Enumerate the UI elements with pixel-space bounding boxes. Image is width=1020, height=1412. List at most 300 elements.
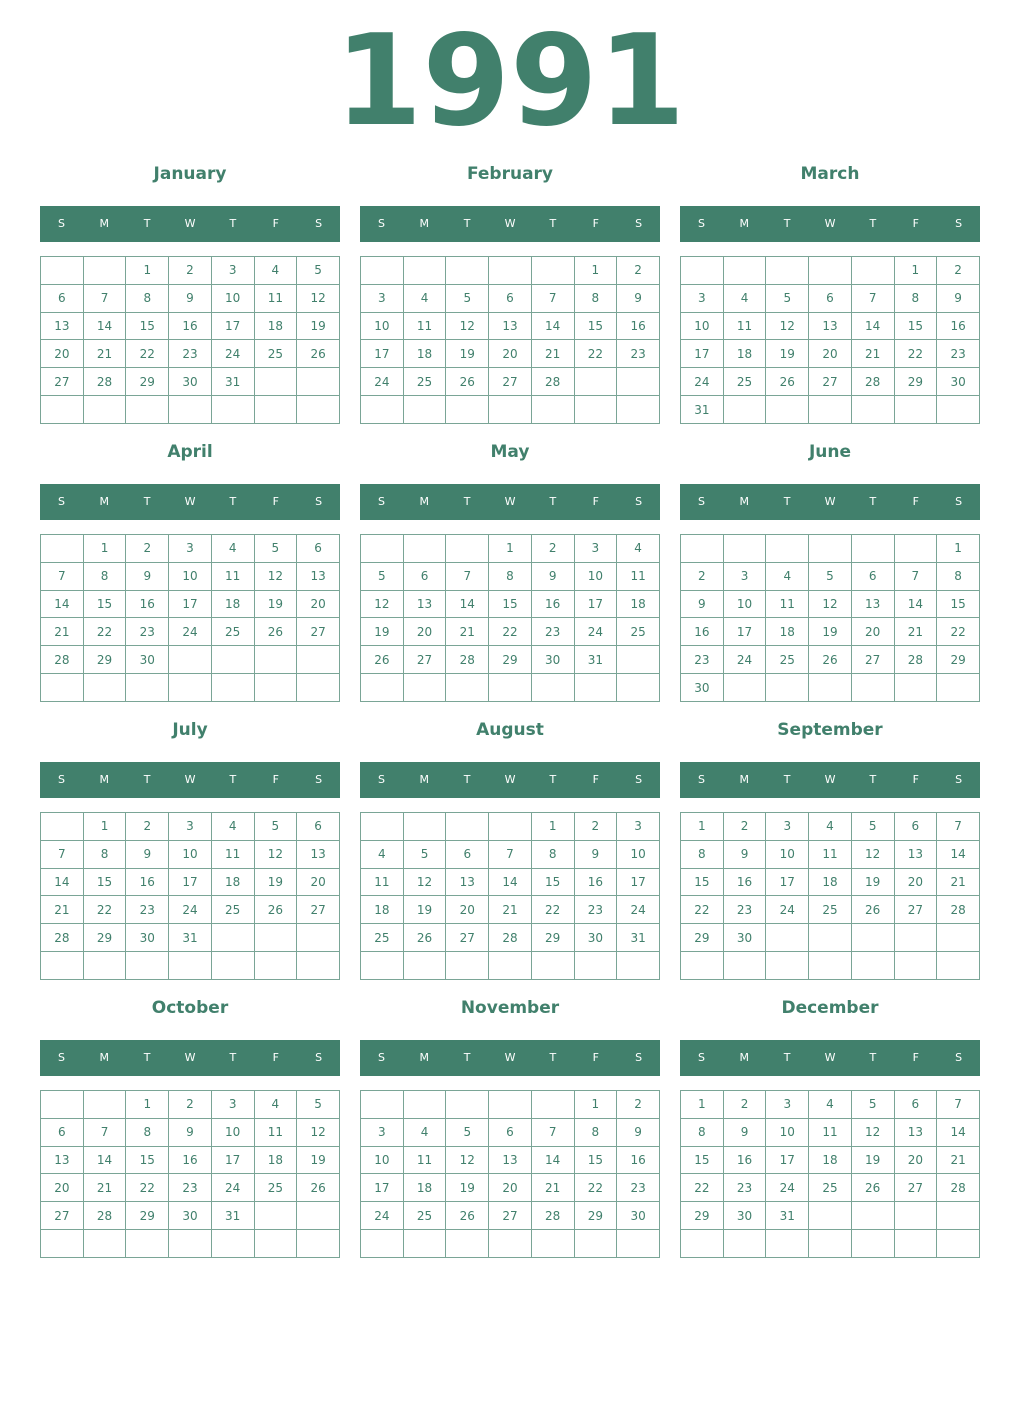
week-row xyxy=(361,1146,660,1174)
weekday-label: F xyxy=(912,773,919,786)
weekday-label: T xyxy=(463,217,471,230)
day-cell: 9 xyxy=(531,562,574,590)
day-cell: 27 xyxy=(41,368,84,396)
weekday-label: T xyxy=(783,773,791,786)
day-cell: 16 xyxy=(126,590,169,618)
week-row xyxy=(681,1174,980,1202)
day-cell: 22 xyxy=(681,896,724,924)
month-name: September xyxy=(777,720,883,740)
day-cell: 29 xyxy=(574,1202,617,1230)
weekday-label: S xyxy=(697,495,705,508)
day-cell: 8 xyxy=(937,562,980,590)
day-cell: 28 xyxy=(41,924,84,952)
day-cell: 5 xyxy=(851,1091,894,1119)
weekday-label: T xyxy=(549,217,557,230)
empty-day-cell xyxy=(937,1202,980,1230)
day-cell: 29 xyxy=(83,646,126,674)
weekday-label: S xyxy=(635,1051,643,1064)
empty-day-cell xyxy=(403,813,446,841)
empty-day-cell xyxy=(894,952,937,980)
day-cell: 20 xyxy=(446,896,489,924)
day-cell: 7 xyxy=(41,840,84,868)
day-cell: 19 xyxy=(851,868,894,896)
day-cell: 10 xyxy=(211,284,254,312)
week-row xyxy=(41,924,340,952)
day-cell: 12 xyxy=(403,868,446,896)
day-cell: 7 xyxy=(851,284,894,312)
week-row xyxy=(361,257,660,285)
day-cell: 16 xyxy=(169,312,212,340)
empty-day-cell xyxy=(254,396,297,424)
empty-day-cell xyxy=(403,535,446,563)
day-cell: 30 xyxy=(937,368,980,396)
day-cell: 18 xyxy=(254,312,297,340)
week-row xyxy=(41,312,340,340)
weekday-header xyxy=(360,1040,660,1076)
weekday-label: W xyxy=(504,495,516,508)
day-cell: 16 xyxy=(937,312,980,340)
month-name: January xyxy=(153,164,227,184)
week-row xyxy=(681,340,980,368)
empty-day-cell xyxy=(531,674,574,702)
day-cell: 13 xyxy=(894,1118,937,1146)
weekday-label: W xyxy=(824,773,836,786)
day-cell: 25 xyxy=(254,1174,297,1202)
day-cell: 29 xyxy=(937,646,980,674)
day-cell: 17 xyxy=(766,1146,809,1174)
day-cell: 19 xyxy=(254,590,297,618)
day-cell: 1 xyxy=(531,813,574,841)
weekday-label: T xyxy=(463,495,471,508)
day-cell: 11 xyxy=(254,284,297,312)
empty-day-cell xyxy=(851,952,894,980)
day-cell: 16 xyxy=(574,868,617,896)
day-cell: 4 xyxy=(211,535,254,563)
day-cell: 16 xyxy=(617,312,660,340)
empty-day-cell xyxy=(297,646,340,674)
day-cell: 13 xyxy=(489,312,532,340)
day-cell: 23 xyxy=(574,896,617,924)
day-cell: 8 xyxy=(126,284,169,312)
empty-day-cell xyxy=(169,952,212,980)
day-cell: 27 xyxy=(809,368,852,396)
day-cell: 1 xyxy=(574,1091,617,1119)
day-cell: 19 xyxy=(851,1146,894,1174)
day-cell: 23 xyxy=(617,340,660,368)
day-cell: 30 xyxy=(617,1202,660,1230)
day-cell: 8 xyxy=(531,840,574,868)
day-cell: 17 xyxy=(766,868,809,896)
empty-day-cell xyxy=(489,396,532,424)
day-cell: 21 xyxy=(937,1146,980,1174)
day-cell: 3 xyxy=(211,257,254,285)
day-cell: 31 xyxy=(211,368,254,396)
day-cell: 1 xyxy=(83,813,126,841)
weekday-header xyxy=(360,484,660,520)
day-cell: 25 xyxy=(809,1174,852,1202)
day-cell: 12 xyxy=(254,562,297,590)
day-cell: 24 xyxy=(211,1174,254,1202)
day-cell: 4 xyxy=(254,257,297,285)
weekday-label: S xyxy=(315,217,323,230)
empty-day-cell xyxy=(766,952,809,980)
day-cell: 7 xyxy=(41,562,84,590)
week-row xyxy=(361,646,660,674)
day-cell: 24 xyxy=(169,896,212,924)
day-cell: 26 xyxy=(446,1202,489,1230)
empty-day-cell xyxy=(254,674,297,702)
day-cell: 23 xyxy=(723,896,766,924)
week-row xyxy=(681,924,980,952)
day-cell: 10 xyxy=(766,840,809,868)
weekday-label: F xyxy=(592,217,599,230)
day-cell: 7 xyxy=(531,284,574,312)
day-cell: 25 xyxy=(766,646,809,674)
weekday-label: F xyxy=(272,773,279,786)
empty-day-cell xyxy=(297,396,340,424)
day-cell: 10 xyxy=(766,1118,809,1146)
day-cell: 23 xyxy=(126,896,169,924)
week-row xyxy=(41,674,340,702)
month-name: November xyxy=(460,998,560,1018)
day-cell: 30 xyxy=(574,924,617,952)
empty-day-cell xyxy=(297,952,340,980)
weekday-label: F xyxy=(592,495,599,508)
weekday-label: M xyxy=(739,217,750,230)
day-cell: 21 xyxy=(83,1174,126,1202)
day-cell: 18 xyxy=(809,1146,852,1174)
day-cell: 3 xyxy=(361,284,404,312)
empty-day-cell xyxy=(211,674,254,702)
day-cell: 3 xyxy=(169,535,212,563)
empty-day-cell xyxy=(766,535,809,563)
empty-day-cell xyxy=(723,535,766,563)
day-cell: 21 xyxy=(851,340,894,368)
day-cell: 13 xyxy=(41,312,84,340)
day-cell: 31 xyxy=(169,924,212,952)
month-name: October xyxy=(151,998,229,1018)
day-cell: 12 xyxy=(809,590,852,618)
day-cell: 24 xyxy=(766,1174,809,1202)
day-cell: 20 xyxy=(894,868,937,896)
day-cell: 6 xyxy=(297,535,340,563)
weekday-label: T xyxy=(869,1051,877,1064)
day-cell: 11 xyxy=(766,590,809,618)
empty-day-cell xyxy=(766,396,809,424)
weekday-label: T xyxy=(783,1051,791,1064)
day-cell: 9 xyxy=(169,1118,212,1146)
day-cell: 8 xyxy=(574,1118,617,1146)
empty-day-cell xyxy=(446,1091,489,1119)
month-name: April xyxy=(167,442,213,462)
day-cell: 22 xyxy=(126,1174,169,1202)
day-cell: 8 xyxy=(894,284,937,312)
weekday-label: T xyxy=(143,773,151,786)
week-row xyxy=(681,868,980,896)
day-cell: 22 xyxy=(937,618,980,646)
empty-day-cell xyxy=(489,952,532,980)
day-cell: 2 xyxy=(126,813,169,841)
day-cell: 21 xyxy=(531,1174,574,1202)
week-row xyxy=(41,535,340,563)
weekday-label: T xyxy=(549,773,557,786)
empty-day-cell xyxy=(809,1230,852,1258)
day-cell: 11 xyxy=(403,1146,446,1174)
day-cell: 19 xyxy=(297,312,340,340)
day-cell: 18 xyxy=(766,618,809,646)
day-cell: 28 xyxy=(446,646,489,674)
empty-day-cell xyxy=(574,1230,617,1258)
day-cell: 3 xyxy=(169,813,212,841)
empty-day-cell xyxy=(361,257,404,285)
day-cell: 23 xyxy=(169,1174,212,1202)
day-cell: 25 xyxy=(403,368,446,396)
empty-day-cell xyxy=(83,257,126,285)
day-cell: 15 xyxy=(937,590,980,618)
weekday-header xyxy=(680,206,980,242)
day-cell: 20 xyxy=(489,340,532,368)
weekday-label: M xyxy=(99,1051,110,1064)
week-row xyxy=(361,535,660,563)
month-name: March xyxy=(800,164,860,184)
day-cell: 19 xyxy=(766,340,809,368)
empty-day-cell xyxy=(617,674,660,702)
day-cell: 28 xyxy=(489,924,532,952)
week-row xyxy=(41,646,340,674)
week-row xyxy=(681,618,980,646)
weekday-label: T xyxy=(783,495,791,508)
week-row xyxy=(681,674,980,702)
day-cell: 24 xyxy=(681,368,724,396)
empty-day-cell xyxy=(211,952,254,980)
day-cell: 14 xyxy=(446,590,489,618)
day-cell: 7 xyxy=(937,1091,980,1119)
day-cell: 30 xyxy=(169,368,212,396)
week-row xyxy=(361,1230,660,1258)
week-row xyxy=(681,952,980,980)
weekday-header xyxy=(680,484,980,520)
day-cell: 9 xyxy=(937,284,980,312)
day-cell: 13 xyxy=(894,840,937,868)
day-cell: 9 xyxy=(126,840,169,868)
day-cell: 22 xyxy=(574,340,617,368)
empty-day-cell xyxy=(446,396,489,424)
day-cell: 28 xyxy=(531,1202,574,1230)
day-cell: 20 xyxy=(41,340,84,368)
day-cell: 19 xyxy=(446,1174,489,1202)
week-row xyxy=(361,1174,660,1202)
day-grid xyxy=(680,1090,980,1258)
empty-day-cell xyxy=(446,1230,489,1258)
day-cell: 16 xyxy=(531,590,574,618)
empty-day-cell xyxy=(254,1202,297,1230)
day-cell: 30 xyxy=(169,1202,212,1230)
week-row xyxy=(361,312,660,340)
day-cell: 29 xyxy=(126,368,169,396)
month-name: July xyxy=(172,720,208,740)
empty-day-cell xyxy=(211,924,254,952)
day-cell: 1 xyxy=(894,257,937,285)
day-cell: 23 xyxy=(126,618,169,646)
day-cell: 2 xyxy=(617,257,660,285)
weekday-label: W xyxy=(184,773,196,786)
weekday-label: M xyxy=(739,495,750,508)
day-cell: 27 xyxy=(489,1202,532,1230)
day-cell: 3 xyxy=(723,562,766,590)
weekday-label: S xyxy=(57,495,65,508)
day-cell: 15 xyxy=(83,868,126,896)
weekday-label: W xyxy=(824,217,836,230)
empty-day-cell xyxy=(937,924,980,952)
day-cell: 8 xyxy=(83,840,126,868)
weekday-label: T xyxy=(463,773,471,786)
day-cell: 15 xyxy=(894,312,937,340)
empty-day-cell xyxy=(403,674,446,702)
week-row xyxy=(41,896,340,924)
day-cell: 28 xyxy=(937,1174,980,1202)
day-cell: 1 xyxy=(83,535,126,563)
day-cell: 7 xyxy=(83,284,126,312)
day-cell: 23 xyxy=(937,340,980,368)
day-cell: 24 xyxy=(211,340,254,368)
day-cell: 19 xyxy=(809,618,852,646)
weekday-label: W xyxy=(504,217,516,230)
weekday-label: M xyxy=(419,773,430,786)
day-cell: 13 xyxy=(851,590,894,618)
day-cell: 11 xyxy=(809,1118,852,1146)
day-cell: 12 xyxy=(766,312,809,340)
day-cell: 26 xyxy=(361,646,404,674)
day-cell: 12 xyxy=(254,840,297,868)
empty-day-cell xyxy=(297,924,340,952)
day-cell: 28 xyxy=(83,1202,126,1230)
weekday-label: S xyxy=(57,217,65,230)
weekday-label: F xyxy=(592,1051,599,1064)
day-cell: 9 xyxy=(681,590,724,618)
empty-day-cell xyxy=(297,368,340,396)
empty-day-cell xyxy=(531,1230,574,1258)
weekday-label: M xyxy=(739,1051,750,1064)
day-cell: 18 xyxy=(809,868,852,896)
day-cell: 24 xyxy=(766,896,809,924)
empty-day-cell xyxy=(446,257,489,285)
empty-day-cell xyxy=(894,674,937,702)
day-cell: 7 xyxy=(937,813,980,841)
day-cell: 5 xyxy=(809,562,852,590)
empty-day-cell xyxy=(723,396,766,424)
day-cell: 29 xyxy=(83,924,126,952)
day-cell: 22 xyxy=(681,1174,724,1202)
empty-day-cell xyxy=(489,257,532,285)
day-cell: 4 xyxy=(254,1091,297,1119)
empty-day-cell xyxy=(681,952,724,980)
weekday-label: M xyxy=(419,217,430,230)
day-cell: 15 xyxy=(83,590,126,618)
empty-day-cell xyxy=(894,396,937,424)
day-cell: 13 xyxy=(403,590,446,618)
day-cell: 23 xyxy=(617,1174,660,1202)
day-cell: 25 xyxy=(254,340,297,368)
weekday-label: S xyxy=(635,217,643,230)
empty-day-cell xyxy=(83,1091,126,1119)
week-row xyxy=(361,924,660,952)
day-cell: 2 xyxy=(681,562,724,590)
weekday-label: W xyxy=(184,495,196,508)
empty-day-cell xyxy=(489,674,532,702)
day-cell: 12 xyxy=(446,1146,489,1174)
empty-day-cell xyxy=(403,396,446,424)
day-cell: 26 xyxy=(446,368,489,396)
day-cell: 28 xyxy=(531,368,574,396)
weekday-label: W xyxy=(184,217,196,230)
month-name: August xyxy=(476,720,544,740)
weekday-label: F xyxy=(912,495,919,508)
empty-day-cell xyxy=(403,952,446,980)
day-cell: 2 xyxy=(723,813,766,841)
empty-day-cell xyxy=(83,1230,126,1258)
day-cell: 26 xyxy=(403,924,446,952)
day-cell: 20 xyxy=(809,340,852,368)
empty-day-cell xyxy=(937,1230,980,1258)
day-cell: 15 xyxy=(574,1146,617,1174)
day-cell: 4 xyxy=(361,840,404,868)
empty-day-cell xyxy=(403,1091,446,1119)
day-cell: 25 xyxy=(723,368,766,396)
day-cell: 27 xyxy=(297,896,340,924)
week-row xyxy=(41,618,340,646)
day-cell: 9 xyxy=(723,1118,766,1146)
empty-day-cell xyxy=(489,1230,532,1258)
weekday-label: T xyxy=(229,1051,237,1064)
day-cell: 22 xyxy=(83,618,126,646)
empty-day-cell xyxy=(766,674,809,702)
day-cell: 6 xyxy=(41,1118,84,1146)
day-cell: 19 xyxy=(361,618,404,646)
week-row xyxy=(361,813,660,841)
week-row xyxy=(41,562,340,590)
day-cell: 4 xyxy=(809,813,852,841)
empty-day-cell xyxy=(766,257,809,285)
week-row xyxy=(41,840,340,868)
empty-day-cell xyxy=(361,952,404,980)
day-cell: 30 xyxy=(531,646,574,674)
day-cell: 11 xyxy=(211,562,254,590)
weekday-label: S xyxy=(955,217,963,230)
empty-day-cell xyxy=(937,952,980,980)
week-row xyxy=(361,340,660,368)
day-cell: 9 xyxy=(617,1118,660,1146)
day-cell: 11 xyxy=(403,312,446,340)
day-cell: 14 xyxy=(894,590,937,618)
day-cell: 18 xyxy=(211,590,254,618)
weekday-label: F xyxy=(912,1051,919,1064)
empty-day-cell xyxy=(361,396,404,424)
day-cell: 7 xyxy=(446,562,489,590)
empty-day-cell xyxy=(531,952,574,980)
day-cell: 19 xyxy=(446,340,489,368)
day-cell: 28 xyxy=(851,368,894,396)
weekday-label: W xyxy=(504,1051,516,1064)
weekday-label: S xyxy=(697,1051,705,1064)
week-row xyxy=(361,590,660,618)
day-cell: 3 xyxy=(617,813,660,841)
day-cell: 5 xyxy=(403,840,446,868)
weekday-label: S xyxy=(57,773,65,786)
empty-day-cell xyxy=(41,1091,84,1119)
day-cell: 14 xyxy=(937,840,980,868)
day-cell: 10 xyxy=(574,562,617,590)
week-row xyxy=(41,952,340,980)
